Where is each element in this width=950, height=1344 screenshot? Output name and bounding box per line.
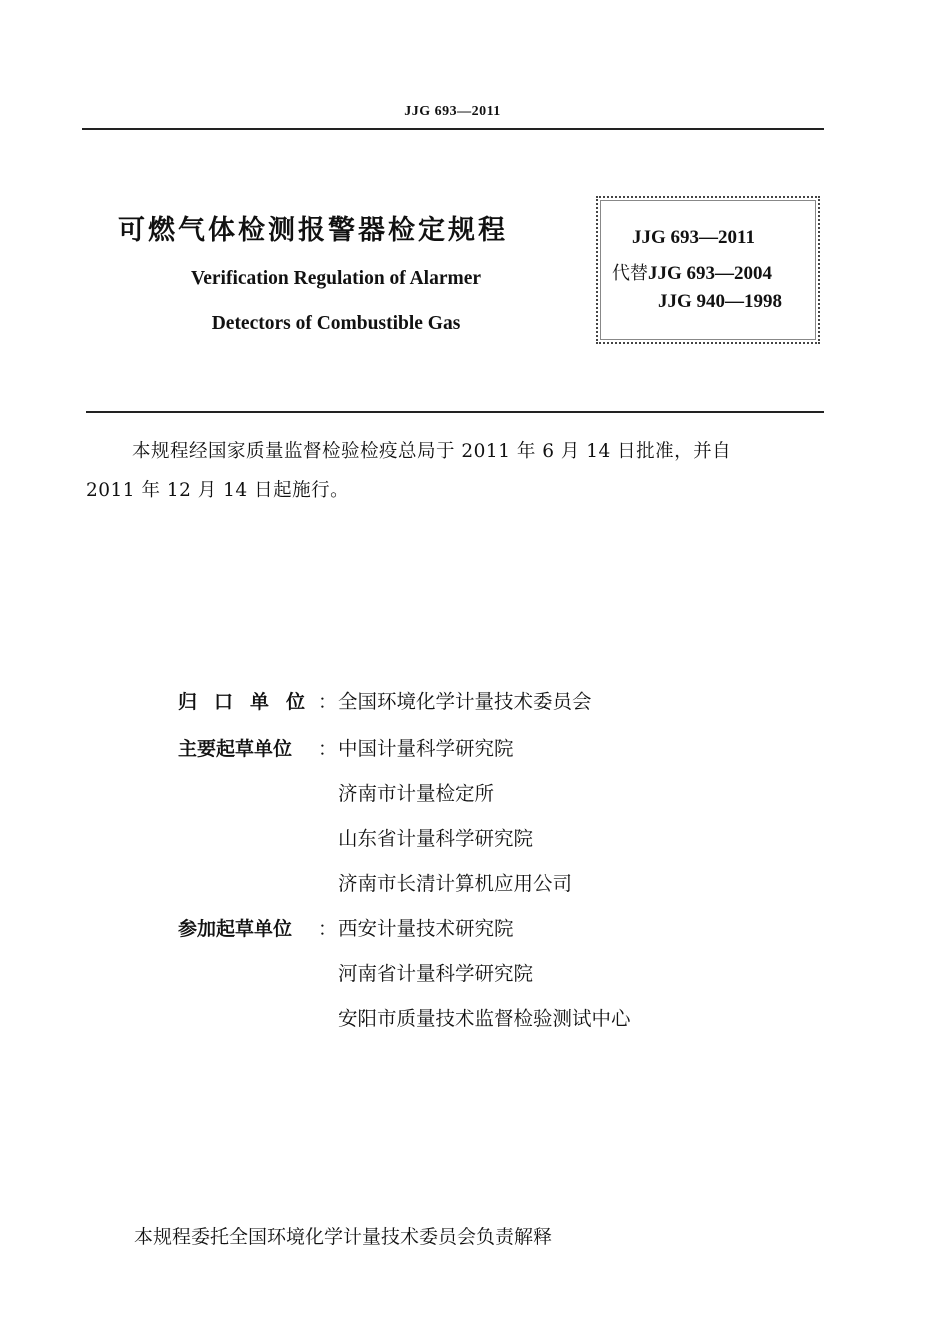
approval-line-1: 本规程经国家质量监督检验检疫总局于 2011 年 6 月 14 日批准，并自: [132, 441, 732, 462]
participating-drafting-unit: 西安计量技术研究院: [338, 917, 514, 940]
responsible-unit: 全国环境化学计量技术委员会: [338, 690, 592, 713]
participating-drafting-label: 参加起草单位: [178, 918, 293, 940]
participating-drafting-colon: ：: [318, 918, 338, 940]
participating-drafting-unit: 河南省计量科学研究院: [338, 962, 534, 985]
interpretation-note: 本规程委托全国环境化学计量技术委员会负责解释: [134, 1226, 553, 1248]
title-chinese: 可燃气体检测报警器检定规程: [118, 215, 508, 246]
main-drafting-unit: 济南市长清计算机应用公司: [338, 872, 573, 895]
responsible-unit-label: 归口单位: [178, 691, 323, 713]
middle-rule: [86, 411, 824, 413]
replaces-code-1: [612, 259, 772, 285]
main-drafting-unit: 中国计量科学研究院: [338, 737, 514, 760]
replaces-code-1-value: JJG 693—2004: [648, 263, 773, 284]
title-english-line2: Detectors of Combustible Gas: [211, 313, 461, 334]
main-drafting-unit: 山东省计量科学研究院: [338, 827, 534, 850]
replaces-code-2: JJG 940—1998: [658, 291, 783, 312]
main-drafting-label: 主要起草单位: [178, 738, 293, 760]
approval-line-2: 2011 年 12 月 14 日起施行。: [86, 480, 350, 501]
main-drafting-colon: ：: [318, 738, 338, 760]
main-drafting-unit: 济南市计量检定所: [338, 782, 495, 805]
top-rule: [82, 128, 824, 130]
current-code: JJG 693—2011: [632, 227, 755, 248]
responsible-unit-colon: ：: [318, 691, 338, 713]
title-english-line1: Verification Regulation of Alarmer: [190, 268, 482, 289]
replaces-prefix: 代替: [612, 263, 648, 284]
header-code: JJG 693—2011: [404, 104, 501, 119]
participating-drafting-unit: 安阳市质量技术监督检验测试中心: [338, 1007, 631, 1030]
